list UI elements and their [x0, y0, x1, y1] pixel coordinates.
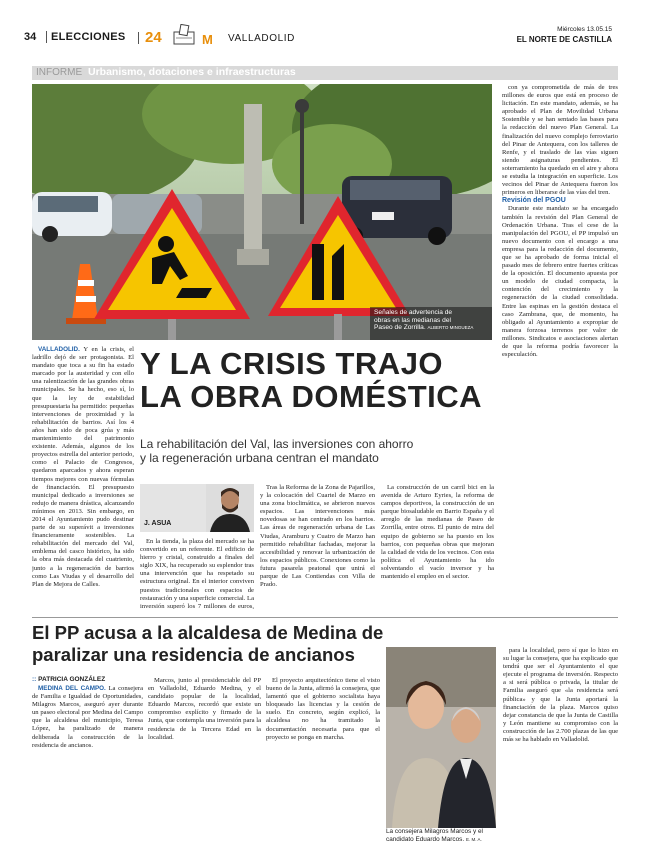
- main-col1-text: Y en la crisis, el ladrillo dejó de ser protagonista. El mandato que toca a su fin ha estado marcado por la austeridad y con ello una ralentización de las grandes obras municipales. Se ha hecho, eso sí, lo que la ley de estabilidad presupuestaria ha permitido: pequeñas intervenciones de proximidad y la rehabilitación de barrios. Así los 4 años han sido de poca grúa y más mantenimiento del patrimonio existente. Además, algunos de los proyectos estrella del anterior periodo, como el Palacio de Congresos, quedaron aparcados y ahora esperan tiempos mejores con nuevas fórmulas de financiación. El presupuesto municipal dedicado a inversiones se redujo de manera drástica, alcanzando mínimos en 2013. Sin embargo, en 2014 el Ayuntamiento pudo destinar parte de su superávit a inversiones financieramente sostenibles. La rehabilitación del mercado del Val, emblema del casco histórico, ha sido la obra más destacada del cuatrienio, junto a la regeneración de barrios como Las Viudas y el desarrollo del Plan de Mejora de Calles.: [32, 346, 134, 588]
- second-col3-text: El proyecto arquitectónico tiene el visto bueno de la Junta, afirmó la consejera, que lamentó que el gobierno socialista haya bloqueado las licencias y la cesión de suelo. En concreto, según explicó, la alcaldesa no ha tramitado la documentación necesaria para que el proyecto se ponga en marcha.: [266, 677, 380, 741]
- second-byline: :: PATRICIA GONZÁLEZ: [32, 676, 106, 683]
- main-col1-lead: VALLADOLID.: [38, 346, 80, 353]
- street-scene-illustration: [32, 84, 492, 340]
- subtitle-line-1: La rehabilitación del Val, las inversiones con ahorro: [140, 437, 414, 451]
- second-col4-text: para la localidad, pero sí que lo hizo en su lugar la consejera, que ha explicado que tendrá que ser el Ayuntamiento el que ejecute el programa de inversión. Respecto a si será pública o privada, la titular de Familia aseguró que «la residencia será pública» y que la Junta aportará la financiación de la plaza. Marcos quiso dejar constancia de que la Junta de Castilla y León mantiene su compromiso con la construcción de las 2.700 plazas de las que más se ha hablado en Valladolid.: [503, 647, 618, 744]
- main-col5-heading: Revisión del PGOU: [502, 197, 566, 205]
- kicker-bar: [32, 66, 618, 80]
- kicker-label: INFORME: [36, 67, 83, 78]
- election-badge-letter: M: [202, 32, 213, 47]
- election-badge-number: 24: [145, 29, 162, 46]
- main-column-4: [381, 484, 494, 609]
- newspaper-name: EL NORTE DE CASTILLA: [516, 35, 612, 44]
- main-subtitle: [140, 437, 500, 465]
- subtitle-line-2: y la regeneración urbana centran el mandato: [140, 451, 379, 465]
- main-col4-text: La construcción de un carril bici en la avenida de Arturo Eyries, la reforma de campos deportivos, la construcción de un parque biosaludable en Barrio España y el arreglo de las medianas de Paseo de Zorrilla, entre otros. El punto de mira del equipo de gobierno se ha puesto en los barrios, con pequeñas obras que mejoran la calidad de vida de los vecinos. Con esta política el Ayuntamiento ha ido solventando el vacío inversor y ha mantenido el empleo en el sector.: [381, 484, 494, 581]
- section-name: ELECCIONES: [46, 31, 126, 43]
- second-column-2: [148, 677, 261, 835]
- caption-line-3: Paseo de Zorrilla.: [374, 324, 426, 332]
- second-col1-lead: MEDINA DEL CAMPO.: [38, 685, 106, 692]
- page-number: 34: [24, 31, 37, 43]
- kicker-title: Urbanismo, dotaciones e infraestructuras: [88, 66, 296, 78]
- second-col2-text: Marcos, junto al presidenciable del PP en Valladolid, Eduardo Medina, y el candidato popular de la localidad, Eduardo Marcos, recordó que existe un compromiso explícito y firmado de la Junta, que contempla una inversión para la residencia de la Tercera Edad en la localidad.: [148, 677, 261, 741]
- article-divider: [32, 617, 618, 618]
- photo-credit: ALBERTO MINGUEZA: [427, 325, 474, 331]
- byline-name: J. ASUA: [144, 520, 172, 527]
- main-column-5: [502, 84, 618, 609]
- second-headline-line-1: El PP acusa a la alcaldesa de Medina de: [32, 622, 384, 643]
- caption-line-2: obras en las medianas del: [374, 316, 451, 324]
- main-photo: [32, 84, 492, 340]
- city-name: VALLADOLID: [228, 33, 295, 44]
- second-headline-line-2: paralizar una residencia de ancianos: [32, 644, 355, 665]
- second-photo: [386, 647, 496, 828]
- ballot-box-icon: [170, 24, 200, 46]
- main-headline: [140, 347, 495, 413]
- second-column-1: [32, 685, 143, 835]
- page-header: [24, 26, 624, 48]
- second-caption-text: La consejera Milagros Marcos y el candidato Eduardo Marcos.: [386, 828, 483, 843]
- main-column-3: [260, 484, 375, 609]
- second-col1-text: La consejera de Familia e Igualdad de Oportunidades, Milagros Marcos, aseguró ayer durante un paseo electoral por Medina del Campo que la alcaldesa del municipio, Teresa López, ha paralizado de manera deliberada la construcción de la residencia de ancianos.: [32, 685, 143, 749]
- main-col5-text: con ya comprometida de más de tres millones de euros que está en proceso de licitación. En este mandato, además, se ha aprobado el Plan de Movilidad Urbana Sostenible y se han sentado las bases para la redacción del nuevo Plan General. La finalización del nuevo complejo ferroviario del Pinar de Antequera, con los talleres de Renfe, y el traslado de las vías siguen siendo asignaturas pendientes. El soterramiento ha quedado en el aire y ahora se estudia la integración en superficie. Los vecinos del Pinar de Antequera fueron los primeros en liberarse de las vías del tren.: [502, 84, 618, 197]
- main-col3-text: Tras la Reforma de la Zona de Pajarillos, y la colocación del Cuartel de Marzo en una zona bioclimática, se abrieron nuevos espacios. Las intervenciones más novedosas se han centrado en los barrios. Las áreas de regeneración urbana de Las Viudas, Aramburu y Cuatro de Marzo han permitido rehabilitar fachadas, mejorar la accesibilidad y renovar la urbanización de los espacios públicos. Conexiones como la futura pasarela peatonal que unirá el parque de Las Contiendas con Villa de Prado.: [260, 484, 375, 589]
- second-photo-credit: E. M. A.: [465, 836, 482, 842]
- second-column-3: [266, 677, 380, 835]
- byline-box: [140, 484, 254, 532]
- main-column-2: [140, 538, 254, 609]
- second-headline: [32, 622, 392, 666]
- second-column-4: [503, 647, 618, 837]
- headline-line-2: LA OBRA DOMÉSTICA: [140, 379, 483, 414]
- second-byline-name: PATRICIA GONZÁLEZ: [38, 676, 106, 683]
- separator: [138, 32, 139, 44]
- main-col2-text: En la tienda, la plaza del mercado se ha convertido en un referente. El edificio de hierro y cristal, construido a finales del siglo XIX, ha recuperado su esplendor tras una intervención que ha respetado su estructura original. En el interior conviven puestos tradicionales con espacios de restauración y una superficie comercial. La inversión superó los 7 millones de euros,: [140, 538, 254, 609]
- caption-line-1: Señales de advertencia de: [374, 309, 453, 316]
- politicians-photo: [386, 647, 496, 828]
- second-photo-caption: [386, 828, 496, 843]
- issue-date: Miércoles 13.05.15: [557, 26, 612, 33]
- headline-line-1: Y LA CRISIS TRAJO: [140, 346, 444, 381]
- author-portrait: [206, 484, 254, 532]
- main-photo-caption: [370, 307, 492, 340]
- main-column-1: [32, 346, 134, 609]
- main-col5-text2: Durante este mandato se ha encargado también la revisión del Plan General de Ordenación Urbana. Tras el cese de la manipulación del PGOU, el PP impulsó un nuevo documento con el encargo a una empresa para la redacción del documento, que se ha aprobado de forma inicial el pasado mes de febrero entre fuertes críticas de la oposición. El documento apuesta por un modelo de ciudad compacta, la contención del crecimiento y la regeneración de la ciudad consolidada. Entre las espinas en la gestión destaca el caso Zambrana, que, de momento, ha obligado al Ayuntamiento a expropiar de manera forzosa terrenos por valor de millones. Sindicatos e asociaciones alertan de que la reforma podría favorecer la especulación.: [502, 205, 618, 359]
